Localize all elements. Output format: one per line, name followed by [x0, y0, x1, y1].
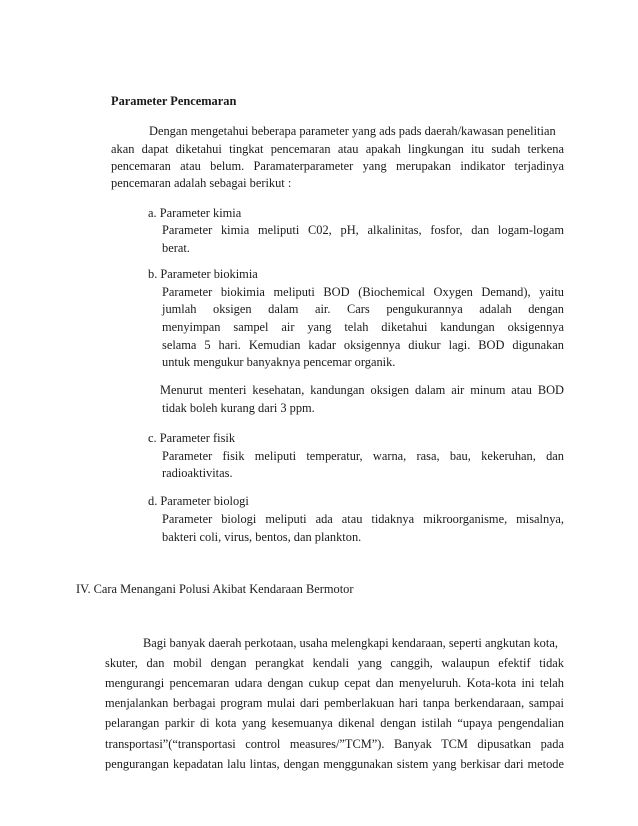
intro-line: Dengan mengetahui beberapa parameter yang ads pads daerah/kawasan penelitian	[149, 124, 556, 138]
list-item-line: Parameter biokimia meliputi BOD (Biochemical Oxygen Demand), yaitu	[162, 285, 564, 299]
list-item-label: b. Parameter biokimia	[148, 267, 258, 281]
list-item-line: bakteri coli, virus, bentos, dan plankton.	[162, 530, 362, 544]
paragraph-line: menjalankan berbagai program mulai dari pemberlakuan hari tanpa berkendaraan, sampai	[105, 696, 564, 710]
paragraph-line: Bagi banyak daerah perkotaan, usaha melengkapi kendaraan, seperti angkutan kota,	[143, 636, 558, 650]
list-item-line: radioaktivitas.	[162, 466, 233, 480]
paragraph-line: transportasi”(“transportasi control measures/”TCM”). Banyak TCM dipusatkan pada	[105, 737, 564, 751]
list-item-line: menyimpan sampel air yang telah diketahui kandungan oksigennya	[162, 320, 564, 334]
paragraph-line: pengurangan kepadatan lalu lintas, dengan menggunakan sistem yang berkisar dari metode	[105, 757, 564, 771]
intro-line: pencemaran atau belum. Paramaterparameter yang merupakan indikator terjadinya	[111, 159, 564, 173]
list-item-line: berat.	[162, 241, 190, 255]
list-item-line: untuk mengukur banyaknya pencemar organik.	[162, 355, 396, 369]
paragraph-line: mengurangi pencemaran udara dengan cukup cepat dan menyeluruh. Kota-kota ini telah	[105, 676, 564, 690]
list-item-line: Parameter fisik meliputi temperatur, warna, rasa, bau, kekeruhan, dan	[162, 449, 564, 463]
section-heading-parameter: Parameter Pencemaran	[111, 94, 237, 108]
list-item-label: d. Parameter biologi	[148, 494, 249, 508]
list-item-line: Parameter biologi meliputi ada atau tidaknya mikroorganisme, misalnya,	[162, 512, 564, 526]
intro-line: akan dapat diketahui tingkat pencemaran atau apakah lingkungan itu sudah terkena	[111, 142, 564, 156]
intro-line: pencemaran adalah sebagai berikut :	[111, 176, 292, 190]
note-line: Menurut menteri kesehatan, kandungan oksigen dalam air minum atau BOD	[160, 383, 564, 397]
list-item-line: selama 5 hari. Kemudian kadar oksigennya diukur lagi. BOD digunakan	[162, 338, 564, 352]
list-item-line: jumlah oksigen dalam air. Cars pengukurannya adalah dengan	[162, 302, 564, 316]
section-heading-iv: IV. Cara Menangani Polusi Akibat Kendaraan Bermotor	[76, 582, 354, 596]
paragraph-line: skuter, dan mobil dengan perangkat kendali yang canggih, walaupun efektif tidak	[105, 656, 564, 670]
list-item-label: a. Parameter kimia	[148, 206, 242, 220]
list-item-label: c. Parameter fisik	[148, 431, 236, 445]
note-line: tidak boleh kurang dari 3 ppm.	[162, 401, 315, 415]
paragraph-line: pelarangan parkir di kota yang kesemuanya dikenal dengan istilah “upaya pengendalian	[105, 716, 564, 730]
list-item-line: Parameter kimia meliputi C02, pH, alkalinitas, fosfor, dan logam-logam	[162, 223, 564, 237]
